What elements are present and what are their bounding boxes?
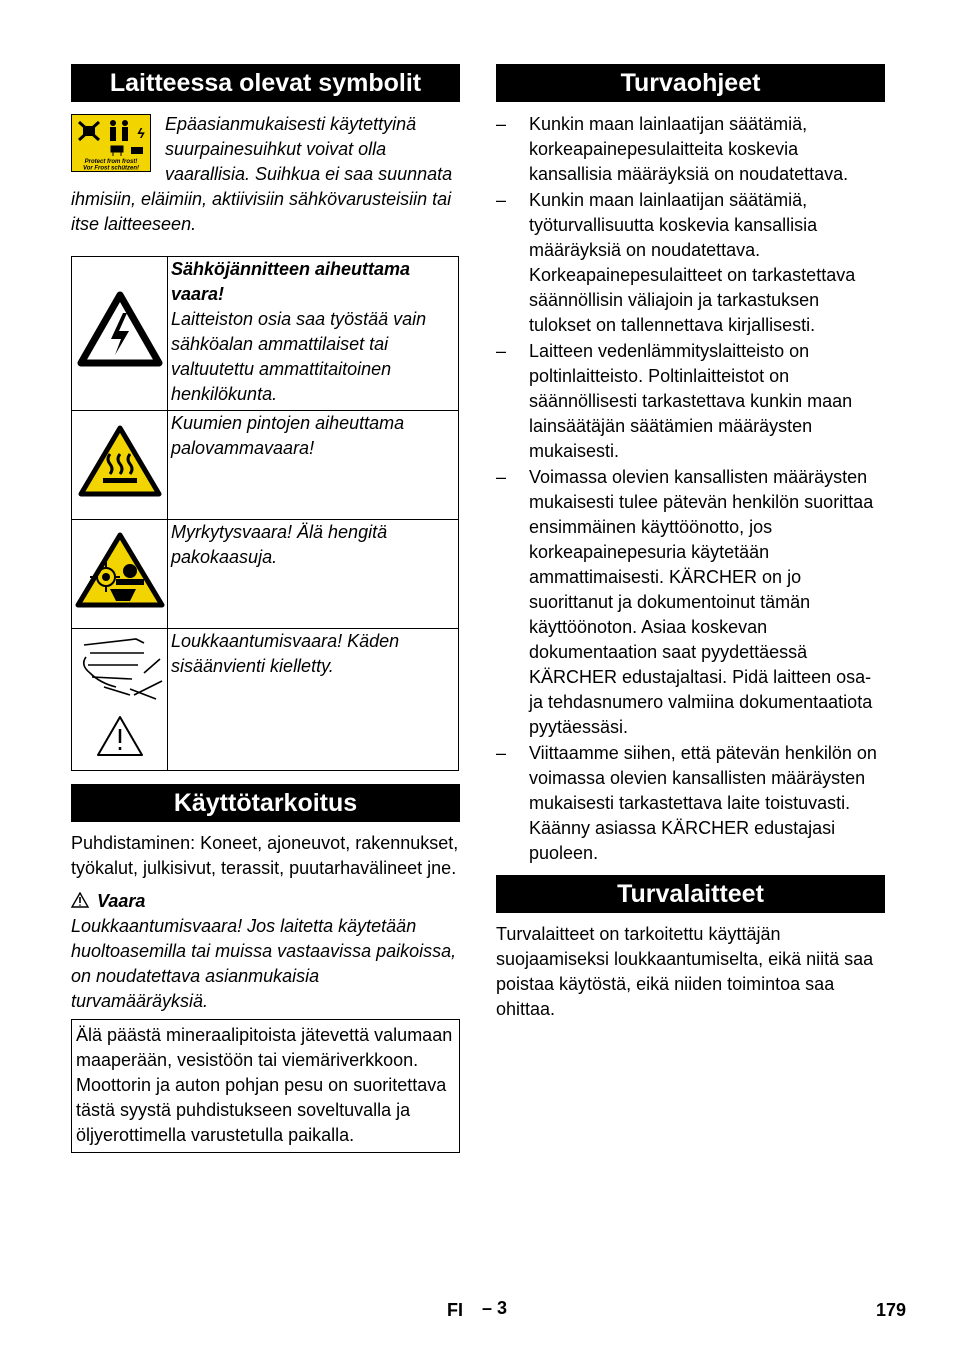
symbol-row xyxy=(72,257,459,411)
symbol-text: Loukkaantumisvaara! Käden sisäänvienti kielletty. xyxy=(171,631,400,676)
toxic-gas-icon xyxy=(74,531,166,611)
heading-safety: Turvaohjeet xyxy=(496,64,885,102)
symbol-title: Sähköjännitteen aiheuttama vaara! xyxy=(171,259,411,304)
warning-label: Vaara xyxy=(97,891,146,911)
page-number: 179 xyxy=(876,1300,907,1320)
environment-note-text: Älä päästä mineraalipitoista jätevettä valumaan maaperään, vesistöön tai viemäriverkkoon. Moottorin ja auton pohjan pesu on suoritettava tästä syystä puhdistukseen soveltuvalla ja öljyerottimella varustetulla paikalla. xyxy=(76,1025,453,1145)
electric-hazard-icon xyxy=(77,291,163,369)
footer-lang: FI xyxy=(447,1300,463,1320)
symbol-row xyxy=(72,520,459,629)
frost-label-2: Vor Frost schützen! xyxy=(82,165,140,172)
warning-triangle-icon xyxy=(71,892,89,908)
symbol-row xyxy=(72,411,459,520)
heading-devices: Turvalaitteet xyxy=(496,875,885,913)
safety-list xyxy=(496,112,885,866)
purpose-text: Puhdistaminen: Koneet, ajoneuvot, rakennukset, työkalut, julkisivut, terassit, puutarhavälineet jne. xyxy=(71,833,459,878)
hand-injury-icon xyxy=(74,629,166,763)
frost-warning-icon xyxy=(71,114,151,172)
right-column xyxy=(496,64,885,1022)
list-dash: – xyxy=(496,341,507,361)
symbol-text: Kuumien pintojen aiheuttama palovammavaara! xyxy=(171,413,405,458)
list-dash: – xyxy=(496,190,507,210)
footer-section: – 3 xyxy=(482,1298,508,1318)
list-dash: – xyxy=(496,467,507,487)
list-dash: – xyxy=(496,743,507,763)
left-column xyxy=(71,64,460,1153)
intro-text: Epäasianmukaisesti käytettyinä suurpainesuihkut voivat olla vaarallisia. Suihkua ei saa suunnata ihmisiin, eläimiin, aktiivisiin sähkövarusteisiin tai itse laitteeseen. xyxy=(71,114,453,234)
list-item: – Laitteen vedenlämmityslaitteisto on poltinlaitteisto. Poltinlaitteistot on säännöllisesti tarkastettava kunkin maan lainsäätäjän säätämien määräysten mukaisesti. xyxy=(496,341,853,461)
heading-symbols: Laitteessa olevat symbolit xyxy=(71,64,460,102)
list-item: – Kunkin maan lainlaatijan säätämiä, korkeapainepesulaitteita koskevia kansallisia määräyksiä on noudatettava. xyxy=(496,114,849,184)
hot-surface-icon xyxy=(77,424,163,500)
environment-note-box xyxy=(71,1019,460,1153)
symbol-text: Laitteiston osia saa työstää vain sähköalan ammattilaiset tai valtuutettu ammattitaitoinen henkilökunta. xyxy=(171,309,427,404)
symbol-text: Myrkytysvaara! Älä hengitä pakokaasuja. xyxy=(171,522,388,567)
devices-text: Turvalaitteet on tarkoitettu käyttäjän suojaamiseksi loukkaantumiselta, eikä niitä saa poistaa käytöstä, eikä niiden toimintoa saa ohittaa. xyxy=(496,924,874,1019)
heading-purpose: Käyttötarkoitus xyxy=(71,784,460,822)
svg-text:ϟ: ϟ xyxy=(137,125,145,141)
list-dash: – xyxy=(496,114,507,134)
list-item: – Voimassa olevien kansallisten määräysten mukaisesti tulee pätevän henkilön suorittaa ensimmäinen käyttöönotto, jos korkeapainepesuria käytetään ammattimaisesti. KÄRCHER on jo suorittanut ja dokumentoinut tämän käyttöönoton. Asiaa koskevan dokumentaation saat pyydettäessä KÄRCHER edustajaltasi. Pidä laitteen osa- ja tehdasnumero valmiina dokumentaatiota pyytäessäsi. xyxy=(496,467,874,737)
symbol-row xyxy=(72,629,459,771)
frost-label-1: Protect from frost! xyxy=(84,159,138,165)
warning-heading xyxy=(71,889,460,914)
symbols-table xyxy=(71,256,459,771)
warning-text: Loukkaantumisvaara! Jos laitetta käytetään huoltoasemilla tai muissa vastaavissa paikoissa, on noudatettava asianmukaisia turvamääräyksiä. xyxy=(71,916,457,1011)
list-item: – Kunkin maan lainlaatijan säätämiä, työturvallisuutta koskevia kansallisia määräyksiä on noudatettava. Korkeapainepesulaitteet on tarkastettava säännöllisin väliajoin ja tarkastuksen tulokset on tallennettava kirjallisesti. xyxy=(496,190,856,335)
list-item: – Viittaamme siihen, että pätevän henkilön on voimassa olevien kansallisten määräysten mukaisesti tarkastettava laite toistuvasti. Käänny asiassa KÄRCHER edustajasi puoleen. xyxy=(496,743,877,863)
intro-block xyxy=(71,112,460,237)
